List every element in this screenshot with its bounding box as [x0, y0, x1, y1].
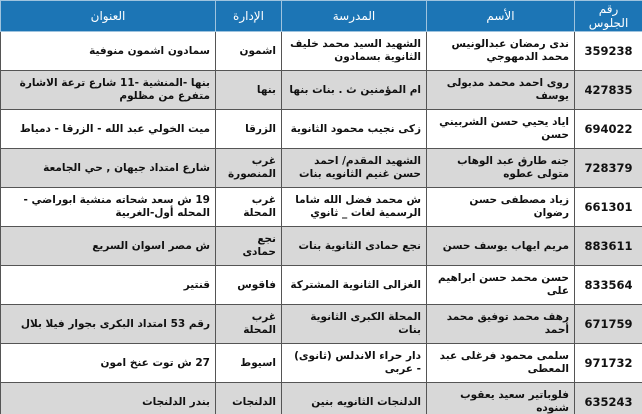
- table-header-row: [1, 1, 642, 32]
- cell-seat-number: 694022: [575, 110, 642, 149]
- header-administration: الإدارة: [216, 1, 282, 32]
- cell-seat-number: 883611: [575, 227, 642, 266]
- cell-name: فلوباتير سعيد يعقوب شنوده: [427, 383, 575, 414]
- cell-address: سمادون اشمون منوفية: [1, 32, 216, 71]
- header-address: العنوان: [1, 1, 216, 32]
- cell-administration: اسيوط: [216, 344, 282, 383]
- cell-seat-number: 359238: [575, 32, 642, 71]
- cell-address: رقم 53 امتداد البكرى بجوار فيلا بلال: [1, 305, 216, 344]
- cell-school: الشهيد المقدم/ احمد حسن غنيم الثانويه بنات: [282, 149, 427, 188]
- cell-seat-number: 833564: [575, 266, 642, 305]
- table-body: [1, 32, 642, 414]
- cell-school: ام المؤمنين ث . بنات بنها: [282, 71, 427, 110]
- table-row: [1, 32, 642, 71]
- cell-address: ميت الخولي عبد الله - الزرقا - دمياط: [1, 110, 216, 149]
- cell-administration: الزرقا: [216, 110, 282, 149]
- cell-administration: غرب المحلة: [216, 188, 282, 227]
- cell-seat-number: 971732: [575, 344, 642, 383]
- header-school: المدرسة: [282, 1, 427, 32]
- table-row: [1, 344, 642, 383]
- cell-seat-number: 635243: [575, 383, 642, 414]
- table-row: [1, 266, 642, 305]
- cell-address: بنها -المنشية -11 شارع ترعة الاشارة متفرع من مظلوم: [1, 71, 216, 110]
- cell-administration: فاقوس: [216, 266, 282, 305]
- cell-address: ش مصر اسوان السريع: [1, 227, 216, 266]
- cell-administration: بنها: [216, 71, 282, 110]
- cell-name: زياد مصطفى حسن رضوان: [427, 188, 575, 227]
- cell-address: شارع امتداد جيهان , حي الجامعة: [1, 149, 216, 188]
- cell-school: الشهيد السيد محمد خليف الثانوية بسمادون: [282, 32, 427, 71]
- cell-seat-number: 671759: [575, 305, 642, 344]
- cell-administration: اشمون: [216, 32, 282, 71]
- cell-school: الدلنجات الثانويه بنين: [282, 383, 427, 414]
- cell-address: بندر الدلنجات: [1, 383, 216, 414]
- cell-seat-number: 427835: [575, 71, 642, 110]
- cell-address: 27 ش توت عنخ امون: [1, 344, 216, 383]
- cell-name: روى احمد محمد مدبولى يوسف: [427, 71, 575, 110]
- cell-school: المحلة الكبرى الثانوية بنات: [282, 305, 427, 344]
- table-row: [1, 110, 642, 149]
- cell-address: قنتير: [1, 266, 216, 305]
- cell-school: الغزالى الثانوية المشتركة: [282, 266, 427, 305]
- cell-school: زكى نجيب محمود الثانوية: [282, 110, 427, 149]
- table-row: [1, 149, 642, 188]
- cell-name: رهف محمد توفيق محمد أحمد: [427, 305, 575, 344]
- table-row: [1, 188, 642, 227]
- cell-name: ندى رمضان عبدالونيس محمد الدمهوجي: [427, 32, 575, 71]
- header-seat-number: رقم الجلوس: [575, 1, 642, 32]
- cell-name: سلمى محمود فرغلى عبد المعطى: [427, 344, 575, 383]
- cell-name: اياد يحيي حسن الشربيني حسن: [427, 110, 575, 149]
- header-name: الأسم: [427, 1, 575, 32]
- cell-administration: نجع حمادى: [216, 227, 282, 266]
- cell-administration: غرب المحلة: [216, 305, 282, 344]
- cell-school: دار حراء الاندلس (ثانوى) - عربى: [282, 344, 427, 383]
- table-row: [1, 71, 642, 110]
- cell-seat-number: 728379: [575, 149, 642, 188]
- cell-address: 19 ش سعد شحاته منشية ابوراضي - المحله أول-الغربية: [1, 188, 216, 227]
- table-row: [1, 227, 642, 266]
- cell-name: مريم ايهاب يوسف حسن: [427, 227, 575, 266]
- cell-seat-number: 661301: [575, 188, 642, 227]
- cell-name: جنه طارق عبد الوهاب متولى عطوه: [427, 149, 575, 188]
- cell-administration: الدلنجات: [216, 383, 282, 414]
- cell-school: ش محمد فضل الله شاما الرسمية لغات _ ثانوي: [282, 188, 427, 227]
- cell-administration: غرب المنصورة: [216, 149, 282, 188]
- table-row: [1, 383, 642, 414]
- table-row: [1, 305, 642, 344]
- cell-name: حسن محمد حسن ابراهيم على: [427, 266, 575, 305]
- cell-school: نجع حمادى الثانوية بنات: [282, 227, 427, 266]
